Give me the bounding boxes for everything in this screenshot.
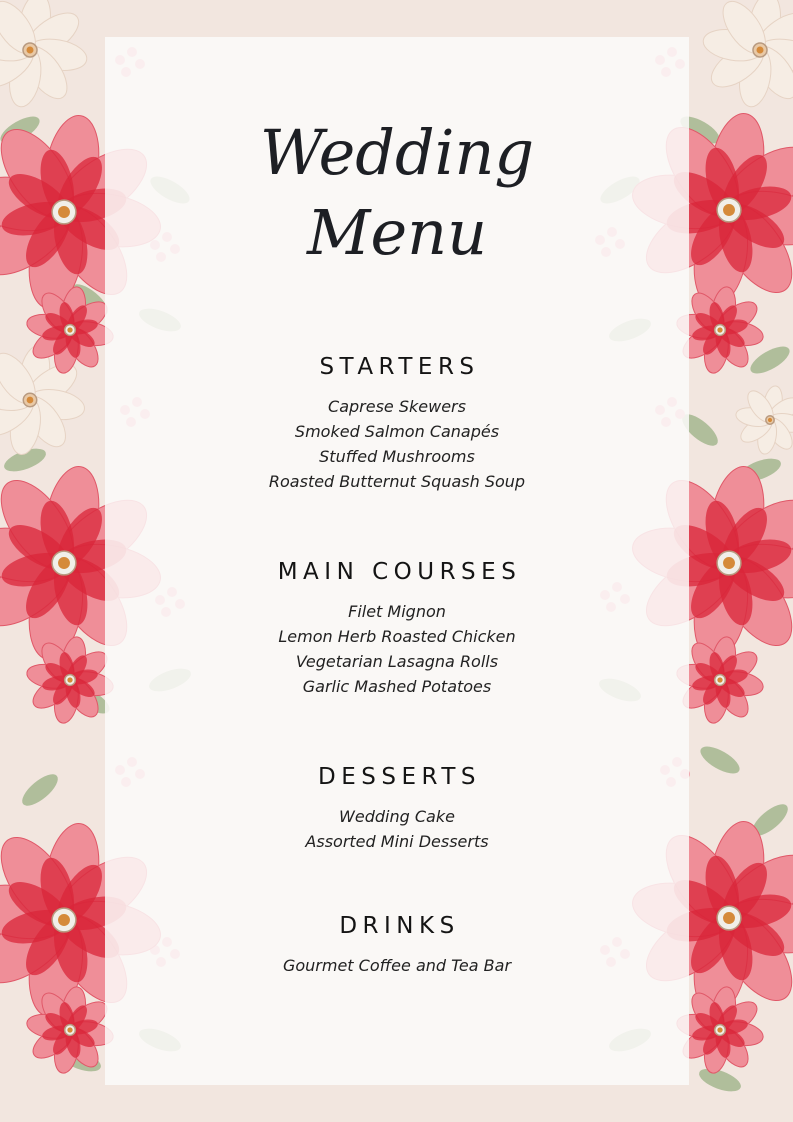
section-heading: MAIN COURSES: [277, 559, 522, 585]
flower-pistil: [723, 912, 735, 924]
menu-item: Wedding Cake: [339, 807, 455, 826]
flower-pistil: [717, 677, 722, 682]
flower-pistil: [757, 47, 764, 54]
flower-pistil: [67, 677, 72, 682]
flower-pistil: [27, 397, 34, 404]
flower-pistil: [768, 418, 772, 422]
section-main-courses: [105, 557, 689, 699]
menu-item: Stuffed Mushrooms: [319, 447, 475, 466]
section-drinks: [105, 911, 689, 978]
menu-item: Garlic Mashed Potatoes: [302, 677, 492, 696]
section-heading: STARTERS: [319, 354, 480, 380]
flower-pistil: [717, 1027, 722, 1032]
flower-pistil: [58, 557, 70, 569]
leaf-icon: [17, 769, 62, 811]
menu-item: Vegetarian Lasagna Rolls: [295, 652, 499, 671]
menu-item: Smoked Salmon Canapés: [294, 422, 500, 441]
flower-pistil: [723, 204, 735, 216]
flower-pistil: [58, 206, 70, 218]
menu-item: Caprese Skewers: [328, 397, 466, 416]
section-starters: [105, 352, 689, 494]
menu-item: Filet Mignon: [348, 602, 446, 621]
title-line-1: Wedding: [259, 116, 535, 189]
flower-pistil: [717, 327, 722, 332]
flower-pistil: [67, 1027, 72, 1032]
leaf-icon: [696, 741, 743, 779]
section-heading: DRINKS: [339, 913, 460, 939]
menu-item: Gourmet Coffee and Tea Bar: [282, 956, 512, 975]
menu-item: Assorted Mini Desserts: [305, 832, 489, 851]
flower-pistil: [67, 327, 72, 332]
title-line-2: Menu: [306, 196, 488, 269]
section-heading: DESSERTS: [318, 764, 481, 790]
flower-pistil: [723, 557, 735, 569]
menu-item: Lemon Herb Roasted Chicken: [278, 627, 516, 646]
section-desserts: [105, 762, 689, 854]
flower-pistil: [27, 47, 34, 54]
flower-pistil: [58, 914, 70, 926]
leaf-icon: [746, 341, 793, 379]
menu-item: Roasted Butternut Squash Soup: [268, 472, 526, 491]
